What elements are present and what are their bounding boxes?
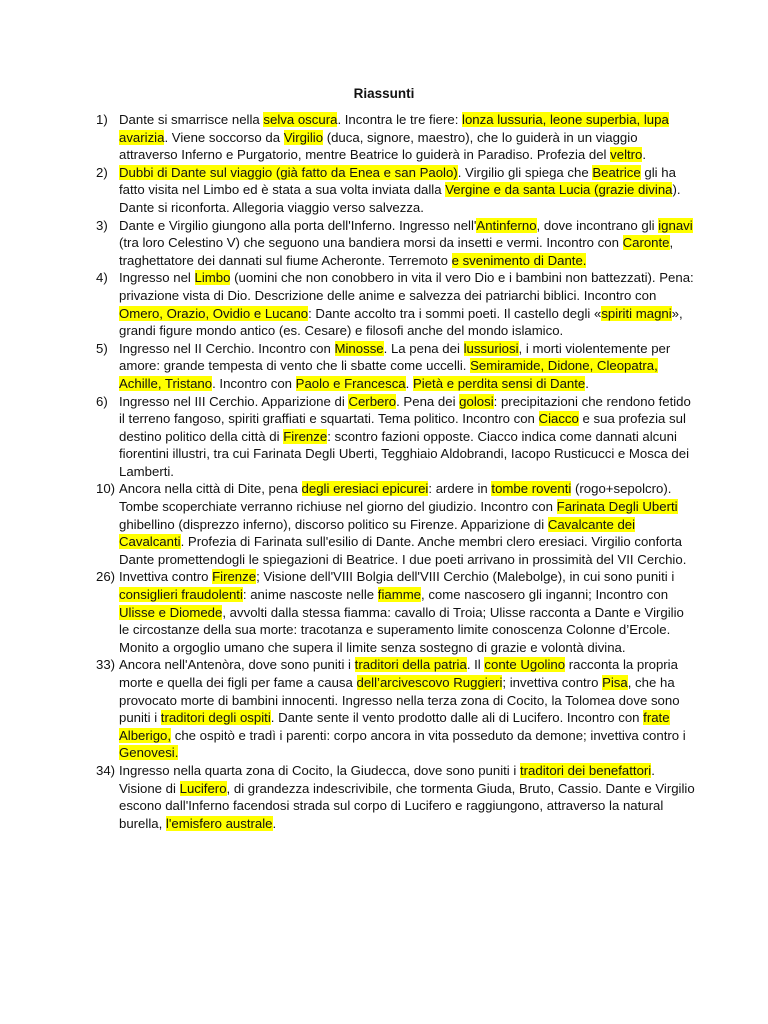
item-text: [119, 656, 696, 762]
summary-item: [96, 568, 696, 656]
summary-item: [96, 340, 696, 393]
text-segment: Invettiva contro: [119, 569, 213, 585]
highlighted-text: Pisa: [602, 675, 628, 690]
text-segment: (tra loro Celestino V) che seguono una bandiera morsi da insetti e vermi. Incontro con: [119, 235, 623, 251]
item-text: [119, 269, 696, 339]
text-segment: : precipitazioni che rendono fetido il terreno fangoso, spiriti graffiati e squartati. Tema politico. Incontro con: [119, 393, 691, 427]
highlighted-text: Semiramide, Didone, Cleopatra, Achille, Tristano: [119, 358, 658, 391]
highlighted-text: Ulisse e Diomede: [119, 604, 223, 620]
summary-item: [96, 762, 696, 832]
text-segment: racconta la propria morte e quella dei figli per fame a causa: [119, 657, 678, 690]
highlighted-text: Paolo e Francesca: [295, 375, 406, 391]
highlighted-text: Virgilio: [283, 129, 324, 145]
highlighted-text: tombe roventi: [491, 481, 572, 497]
text-segment: ; Visione dell'VIII Bolgia dell'VIII Cerchio (Malebolge), in cui sono puniti i: [256, 569, 675, 585]
summary-item: [96, 480, 696, 568]
text-segment: . Incontra le tre fiere:: [337, 112, 463, 127]
item-number: 10): [96, 481, 116, 497]
text-segment: . Profezia di Farinata sull'esilio di Dante. Anche membri clero eresiaci. Virgilio conforta Dante promettendogli le spiegazioni di Beatrice. I due poeti arrivano in prossimità del VII Cerchio.: [119, 534, 687, 567]
highlighted-text: degli eresiaci epicurei: [301, 481, 429, 497]
text-segment: . Dante sente il vento prodotto dalle ali di Lucifero. Incontro con: [270, 710, 644, 726]
summary-item: [96, 111, 696, 164]
text-segment: : scontro fazioni opposte. Ciacco indica come dannati alcuni fiorentini illustri, tra cui Farinata Degli Uberti, Tegghiaio Aldobrandi, Iacopo Rusticucci e Mosca dei Lamberti.: [119, 428, 690, 479]
highlighted-text: traditori degli ospiti: [160, 710, 271, 726]
highlighted-text: Firenze: [212, 569, 257, 585]
highlighted-text: consiglieri fraudolenti: [119, 587, 243, 603]
highlighted-text: Genovesi.: [119, 745, 179, 761]
text-segment: Ancora nell'Antenòra, dove sono puniti i: [119, 657, 355, 673]
highlighted-text: selva oscura: [263, 112, 338, 127]
text-segment: : Dante accolto tra i sommi poeti. Il castello degli «: [308, 305, 602, 321]
text-segment: (duca, signore, maestro), che lo guiderà in un viaggio attraverso Inferno e Purgatorio, mentre Beatrice lo guiderà in Paradiso. Profezia del: [119, 129, 638, 163]
summary-item: [96, 164, 696, 217]
highlighted-text: Pietà e perdita sensi di Dante: [412, 375, 586, 391]
text-segment: : anime nascoste nelle: [242, 587, 378, 603]
text-segment: . Pena dei: [396, 393, 460, 409]
text-segment: .: [585, 375, 589, 391]
summary-item: [96, 393, 696, 481]
highlighted-text: lussuriosi: [463, 340, 519, 356]
highlighted-text: ignavi: [658, 217, 693, 233]
item-number: 2): [96, 164, 108, 180]
item-text: [119, 480, 696, 568]
text-segment: : ardere in: [428, 481, 492, 497]
text-segment: Ingresso nel: [119, 270, 195, 286]
highlighted-text: Limbo: [194, 270, 231, 286]
highlighted-text: dell’arcivescovo Ruggieri: [356, 675, 503, 690]
item-number: 26): [96, 569, 116, 585]
item-number: 34): [96, 762, 116, 778]
item-number: 33): [96, 657, 116, 673]
text-segment: ). Dante si riconforta. Allegoria viaggio verso salvezza.: [119, 182, 681, 215]
highlighted-text: Cerbero: [348, 393, 397, 409]
text-segment: che ospitò e tradì i parenti: corpo ancora in vita posseduto da demone; invettiva contro i: [171, 727, 686, 743]
text-segment: .: [642, 147, 647, 163]
text-segment: ; invettiva contro: [502, 675, 603, 690]
text-segment: Ancora nella città di Dite, pena: [119, 481, 302, 497]
highlighted-text: veltro: [610, 147, 643, 163]
item-text: [119, 217, 696, 270]
item-text: [119, 393, 696, 481]
text-segment: Dante si smarrisce nella: [119, 112, 264, 127]
text-segment: . Viene soccorso da: [164, 129, 284, 145]
text-segment: . Virgilio gli spiega che: [457, 164, 593, 180]
highlighted-text: lonza lussuria, leone superbia, lupa avarizia: [119, 112, 669, 145]
highlighted-text: Cavalcante dei Cavalcanti: [119, 516, 636, 550]
highlighted-text: l'emisfero australe: [165, 815, 273, 831]
text-segment: , avvolti dalla stessa fiamma: cavallo di Troia; Ulisse racconta a Dante e Virgilio le circostanze della sua morte: tracotanza e superamento limite conoscenza Colonne d’Ercole. Monito a orgoglio umano che supera il limite senza sostegno di grazie e volontà divina.: [119, 604, 684, 655]
text-segment: Ingresso nel II Cerchio. Incontro con: [119, 340, 335, 356]
highlighted-text: Lucifero: [179, 780, 227, 796]
item-text: [119, 568, 696, 656]
text-segment: , che ha provocato morte di bambini innocenti. Ingresso nella terza zona di Cocito, la Tolomea dove sono puniti i: [119, 675, 680, 726]
highlighted-text: Farinata Degli Uberti: [556, 499, 678, 515]
item-number: 1): [96, 112, 108, 127]
text-segment: , di grandezza indescrivibile, che tormenta Giuda, Bruto, Cassio. Dante e Virgilio escono dall'Inferno facendosi strada sul corpo di Lucifero e raggiungono, attraverso la natural burella,: [119, 780, 695, 831]
highlighted-text: Vergine e da santa Lucia (grazie divina: [445, 182, 673, 198]
highlighted-text: Firenze: [283, 428, 328, 444]
highlighted-text: Dubbi di Dante sul viaggio (già fatto da Enea e san Paolo): [119, 164, 458, 180]
text-segment: , i morti violentemente per amore: grande tempesta di vento che li sbatte come uccelli.: [119, 340, 671, 374]
highlighted-text: golosi: [459, 393, 494, 409]
item-text: [119, 340, 696, 393]
highlighted-text: spiriti magni: [601, 305, 672, 321]
text-segment: e sua profezia sul destino politico della città di: [119, 411, 686, 444]
highlighted-text: traditori dei benefattori: [520, 762, 652, 778]
highlighted-text: frate Alberigo,: [119, 710, 670, 743]
text-segment: .: [272, 815, 277, 831]
text-segment: Dante e Virgilio giungono alla porta dell'Inferno. Ingresso nell': [119, 217, 477, 233]
highlighted-text: traditori della patria: [354, 657, 467, 673]
highlighted-text: Omero, Orazio, Ovidio e Lucano: [119, 305, 309, 321]
highlighted-text: e svenimento di Dante.: [451, 252, 587, 268]
text-segment: .: [405, 375, 413, 391]
text-segment: Ingresso nella quarta zona di Cocito, la Giudecca, dove sono puniti i: [119, 762, 520, 778]
text-segment: Ingresso nel III Cerchio. Apparizione di: [119, 393, 349, 409]
text-segment: . La pena dei: [383, 340, 464, 356]
text-segment: (rogo+sepolcro). Tombe scoperchiate verranno richiuse nel giorno del giudizio. Incontro con: [119, 481, 672, 515]
text-segment: . Visione di: [119, 762, 655, 796]
highlighted-text: Caronte: [622, 235, 670, 251]
text-segment: ghibellino (disprezzo inferno), discorso politico su Firenze. Apparizione di: [119, 516, 548, 532]
item-number: 6): [96, 393, 108, 409]
text-segment: , dove incontrano gli: [536, 217, 659, 233]
highlighted-text: Minosse: [334, 340, 384, 356]
summary-item: [96, 656, 696, 762]
item-number: 3): [96, 217, 108, 233]
item-number: 4): [96, 270, 108, 286]
text-segment: », grandi figure mondo antico (es. Cesare) e filosofi anche del mondo islamico.: [119, 305, 683, 339]
item-text: [119, 164, 696, 217]
highlighted-text: Antinferno: [476, 217, 537, 233]
highlighted-text: Beatrice: [592, 164, 641, 180]
text-segment: (uomini che non conobbero in vita il vero Dio e i bambini non battezzati). Pena: privazione vista di Dio. Descrizione delle anime e salvezza dei patriarchi biblici. Incontro con: [119, 270, 694, 303]
text-segment: . Il: [466, 657, 485, 673]
highlighted-text: conte Ugolino: [484, 657, 566, 673]
text-segment: gli ha fatto visita nel Limbo ed è stata a sua volta inviata dalla: [119, 164, 676, 198]
summary-item: [96, 269, 696, 339]
text-segment: , traghettatore dei dannati sul fiume Acheronte. Terremoto: [119, 235, 674, 268]
text-segment: . Incontro con: [212, 375, 296, 391]
text-segment: , come nascosero gli inganni; Incontro con: [421, 587, 669, 603]
highlighted-text: Ciacco: [538, 411, 579, 427]
summary-item: [96, 217, 696, 270]
item-number: 5): [96, 340, 108, 356]
item-text: [119, 762, 696, 832]
document-title: Riassunti: [353, 86, 415, 101]
item-text: [119, 111, 696, 164]
highlighted-text: fiamme: [377, 587, 422, 603]
summary-list: [96, 111, 696, 832]
